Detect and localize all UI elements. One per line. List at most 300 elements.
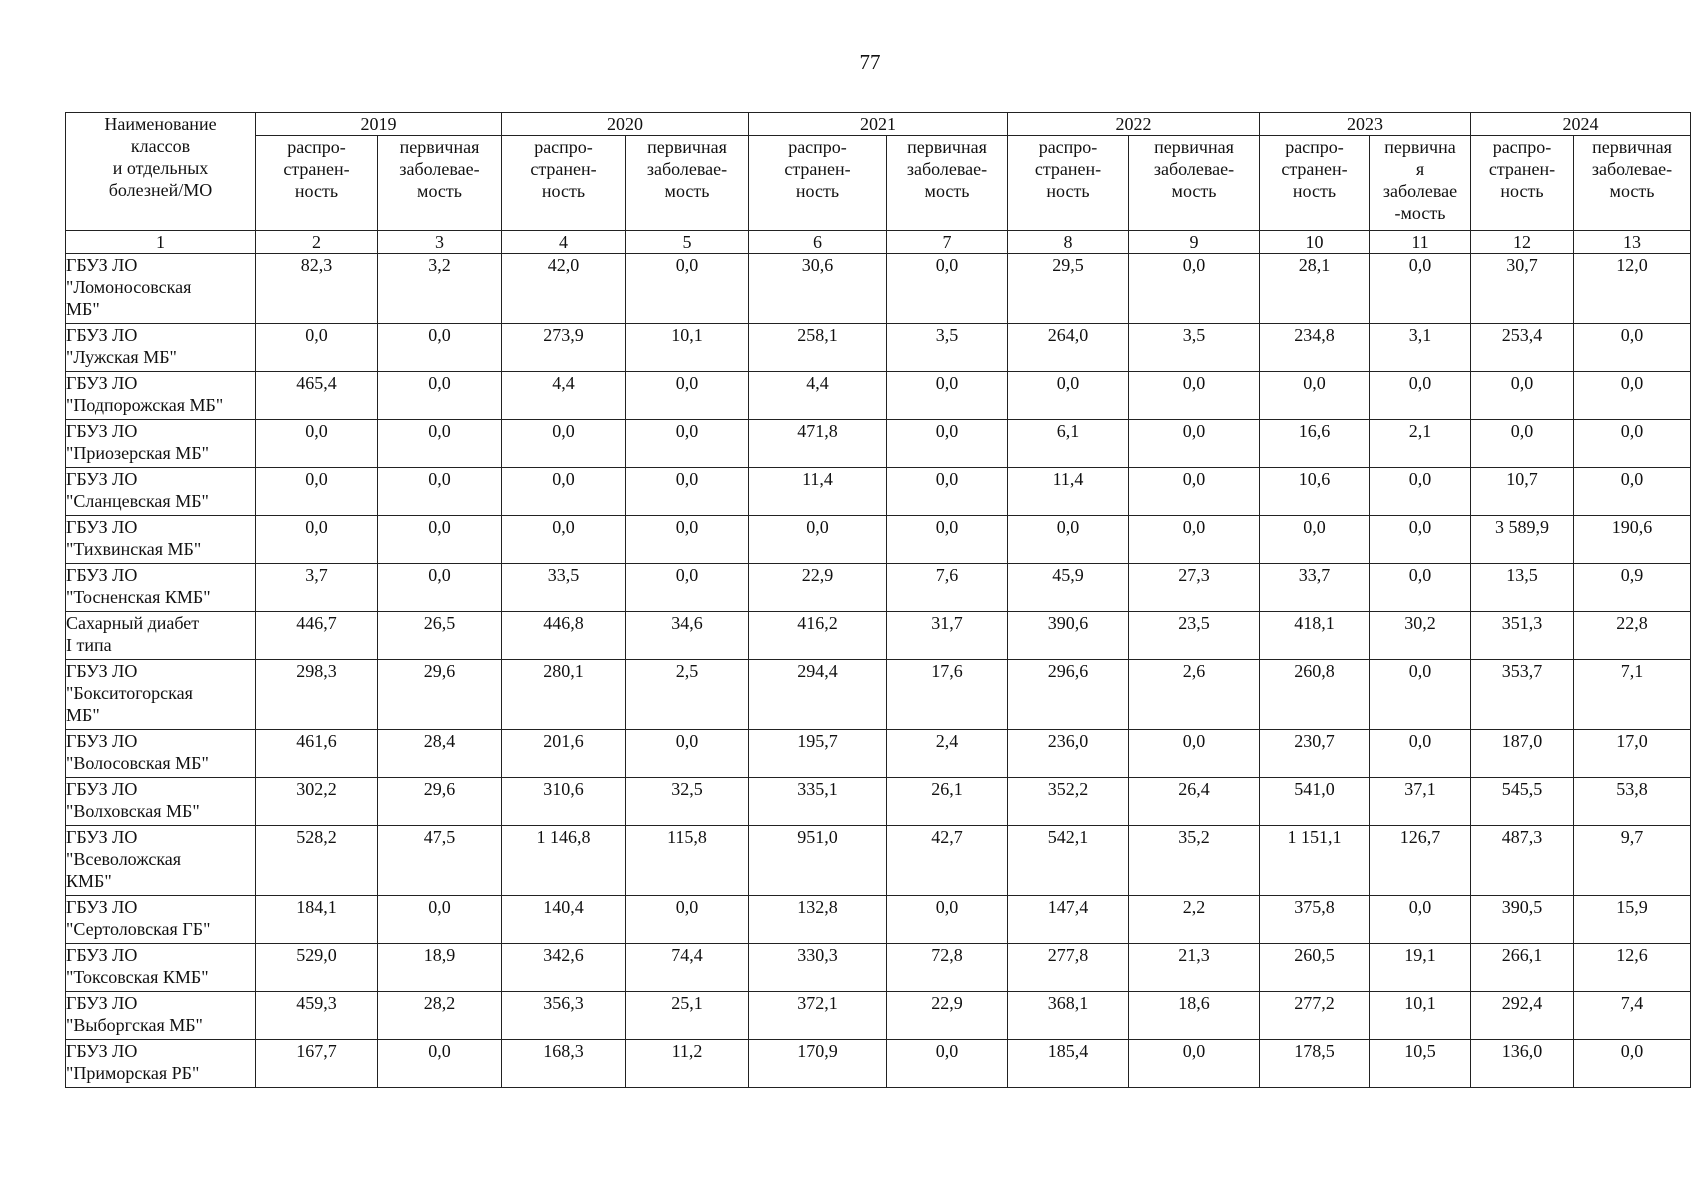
row-name-line: ГБУЗ ЛО (66, 1041, 138, 1061)
value-cell: 292,4 (1471, 992, 1574, 1040)
value-cell: 0,0 (378, 896, 502, 944)
value-cell: 0,0 (626, 254, 749, 324)
column-number: 5 (626, 231, 749, 254)
value-cell: 126,7 (1370, 826, 1471, 896)
value-cell: 0,0 (1471, 420, 1574, 468)
subcolumn-header (1370, 136, 1471, 231)
value-cell: 0,0 (1574, 324, 1691, 372)
value-cell: 11,4 (749, 468, 887, 516)
subcolumn-header-line: мость (1171, 181, 1217, 201)
header-row-years (66, 113, 1691, 136)
value-cell: 487,3 (1471, 826, 1574, 896)
value-cell: 542,1 (1008, 826, 1129, 896)
row-name-cell (66, 992, 256, 1040)
value-cell: 31,7 (887, 612, 1008, 660)
table-row (66, 826, 1691, 896)
row-name-cell (66, 516, 256, 564)
value-cell: 0,0 (502, 468, 626, 516)
subcolumn-header-line: ность (1292, 181, 1337, 201)
subcolumn-header-line: распро- (287, 137, 346, 157)
value-cell: 34,6 (626, 612, 749, 660)
value-cell: 72,8 (887, 944, 1008, 992)
value-cell: 168,3 (502, 1040, 626, 1088)
value-cell: 7,1 (1574, 660, 1691, 730)
value-cell: 28,2 (378, 992, 502, 1040)
value-cell: 471,8 (749, 420, 887, 468)
value-cell: 2,1 (1370, 420, 1471, 468)
table-body (66, 254, 1691, 1088)
value-cell: 45,9 (1008, 564, 1129, 612)
table-row (66, 992, 1691, 1040)
subcolumn-header-line: заболевае- (1153, 159, 1235, 179)
table-row (66, 372, 1691, 420)
row-name-line: "Сертоловская ГБ" (66, 919, 211, 939)
value-cell: 951,0 (749, 826, 887, 896)
value-cell: 10,5 (1370, 1040, 1471, 1088)
table-row (66, 254, 1691, 324)
value-cell: 0,0 (256, 516, 378, 564)
value-cell: 266,1 (1471, 944, 1574, 992)
value-cell: 0,0 (626, 564, 749, 612)
value-cell: 178,5 (1260, 1040, 1370, 1088)
value-cell: 6,1 (1008, 420, 1129, 468)
row-name-line: "Волховская МБ" (66, 801, 200, 821)
row-name-line: "Токсовская КМБ" (66, 967, 209, 987)
value-cell: 3,5 (887, 324, 1008, 372)
subcolumn-header (378, 136, 502, 231)
value-cell: 0,0 (502, 516, 626, 564)
value-cell: 0,0 (1129, 1040, 1260, 1088)
value-cell: 132,8 (749, 896, 887, 944)
value-cell: 0,0 (378, 564, 502, 612)
value-cell: 368,1 (1008, 992, 1129, 1040)
row-name-cell (66, 420, 256, 468)
subcolumn-header-line: первичная (1592, 137, 1672, 157)
subcolumn-header-line: распро- (1038, 137, 1098, 157)
value-cell: 27,3 (1129, 564, 1260, 612)
value-cell: 0,0 (378, 516, 502, 564)
value-cell: 3,7 (256, 564, 378, 612)
column-number: 6 (749, 231, 887, 254)
row-name-line: Сахарный диабет (66, 613, 200, 633)
column-number: 10 (1260, 231, 1370, 254)
value-cell: 12,0 (1574, 254, 1691, 324)
value-cell: 4,4 (502, 372, 626, 420)
row-name-line: "Всеволожская (66, 849, 182, 869)
value-cell: 0,0 (1129, 516, 1260, 564)
value-cell: 260,8 (1260, 660, 1370, 730)
value-cell: 310,6 (502, 778, 626, 826)
column-number-row (66, 231, 1691, 254)
year-header: 2024 (1471, 113, 1691, 136)
year-header: 2023 (1260, 113, 1471, 136)
column-number: 12 (1471, 231, 1574, 254)
value-cell: 330,3 (749, 944, 887, 992)
column-number: 1 (66, 231, 256, 254)
value-cell: 184,1 (256, 896, 378, 944)
value-cell: 33,5 (502, 564, 626, 612)
value-cell: 234,8 (1260, 324, 1370, 372)
value-cell: 25,1 (626, 992, 749, 1040)
value-cell: 0,0 (1574, 372, 1691, 420)
column-number: 7 (887, 231, 1008, 254)
value-cell: 13,5 (1471, 564, 1574, 612)
row-name-line: ГБУЗ ЛО (66, 897, 138, 917)
value-cell: 0,0 (1471, 372, 1574, 420)
table-row (66, 468, 1691, 516)
value-cell: 2,6 (1129, 660, 1260, 730)
value-cell: 3,2 (378, 254, 502, 324)
value-cell: 0,0 (1574, 420, 1691, 468)
year-header: 2022 (1008, 113, 1260, 136)
subcolumn-header-line: заболевае- (399, 159, 480, 179)
value-cell: 47,5 (378, 826, 502, 896)
value-cell: 0,0 (1129, 254, 1260, 324)
value-cell: 302,2 (256, 778, 378, 826)
name-column-header (66, 113, 256, 231)
row-name-line: ГБУЗ ЛО (66, 731, 138, 751)
subcolumn-header-line: странен- (784, 159, 851, 179)
value-cell: 277,2 (1260, 992, 1370, 1040)
value-cell: 298,3 (256, 660, 378, 730)
subcolumn-header-line: первичная (399, 137, 480, 157)
value-cell: 529,0 (256, 944, 378, 992)
table-row (66, 730, 1691, 778)
row-name-line: "Волосовская МБ" (66, 753, 209, 773)
table-row (66, 896, 1691, 944)
value-cell: 9,7 (1574, 826, 1691, 896)
subcolumn-header-line: странен- (1034, 159, 1102, 179)
subcolumn-header (1574, 136, 1691, 231)
value-cell: 0,0 (626, 730, 749, 778)
row-name-line: ГБУЗ ЛО (66, 779, 138, 799)
subcolumn-header (1260, 136, 1370, 231)
value-cell: 0,0 (1370, 896, 1471, 944)
row-name-line: ГБУЗ ЛО (66, 517, 138, 537)
value-cell: 136,0 (1471, 1040, 1574, 1088)
subcolumn-header-line: ность (1500, 181, 1544, 201)
value-cell: 0,0 (887, 896, 1008, 944)
value-cell: 0,0 (378, 468, 502, 516)
value-cell: 0,0 (378, 372, 502, 420)
column-number: 4 (502, 231, 626, 254)
subcolumn-header-line: распро- (1492, 137, 1552, 157)
value-cell: 0,0 (1370, 730, 1471, 778)
statistics-table (65, 112, 1691, 1088)
row-name-line: ГБУЗ ЛО (66, 827, 138, 847)
header-name-line: и отдельных (112, 158, 209, 178)
subcolumn-header-line: я (1415, 159, 1425, 179)
value-cell: 3 589,9 (1471, 516, 1574, 564)
value-cell: 0,0 (1370, 372, 1471, 420)
row-name-line: "Бокситогорская (66, 683, 193, 703)
value-cell: 7,4 (1574, 992, 1691, 1040)
header-name-line: Наименование (104, 114, 217, 134)
value-cell: 0,0 (626, 516, 749, 564)
value-cell: 0,0 (749, 516, 887, 564)
value-cell: 375,8 (1260, 896, 1370, 944)
row-name-cell (66, 826, 256, 896)
row-name-line: ГБУЗ ЛО (66, 945, 138, 965)
value-cell: 0,0 (626, 468, 749, 516)
value-cell: 0,0 (256, 468, 378, 516)
value-cell: 0,0 (1129, 730, 1260, 778)
subcolumn-header-line: первичная (1154, 137, 1234, 157)
row-name-cell (66, 324, 256, 372)
value-cell: 29,6 (378, 778, 502, 826)
subcolumn-header-line: распро- (1285, 137, 1344, 157)
value-cell: 195,7 (749, 730, 887, 778)
row-name-line: ГБУЗ ЛО (66, 993, 138, 1013)
column-number: 9 (1129, 231, 1260, 254)
value-cell: 0,0 (887, 468, 1008, 516)
subcolumn-header-line: странен- (1281, 159, 1348, 179)
table-row (66, 324, 1691, 372)
value-cell: 294,4 (749, 660, 887, 730)
row-name-cell (66, 730, 256, 778)
value-cell: 170,9 (749, 1040, 887, 1088)
row-name-line: ГБУЗ ЛО (66, 565, 138, 585)
value-cell: 260,5 (1260, 944, 1370, 992)
year-header: 2019 (256, 113, 502, 136)
value-cell: 264,0 (1008, 324, 1129, 372)
subcolumn-header-line: странен- (530, 159, 597, 179)
subcolumn-header-line: первичная (647, 137, 727, 157)
value-cell: 0,0 (887, 254, 1008, 324)
value-cell: 0,0 (1370, 468, 1471, 516)
value-cell: 28,4 (378, 730, 502, 778)
value-cell: 15,9 (1574, 896, 1691, 944)
subcolumn-header-line: распро- (788, 137, 847, 157)
value-cell: 0,0 (256, 420, 378, 468)
row-name-line: "Тосненская КМБ" (66, 587, 211, 607)
value-cell: 335,1 (749, 778, 887, 826)
table-row (66, 944, 1691, 992)
row-name-line: "Приозерская МБ" (66, 443, 209, 463)
table-row (66, 420, 1691, 468)
subcolumn-header (626, 136, 749, 231)
row-name-cell (66, 468, 256, 516)
value-cell: 0,0 (1574, 1040, 1691, 1088)
header-row-subcolumns (66, 136, 1691, 231)
value-cell: 342,6 (502, 944, 626, 992)
header-name-line: классов (130, 136, 191, 156)
value-cell: 30,6 (749, 254, 887, 324)
value-cell: 0,0 (1008, 372, 1129, 420)
value-cell: 1 151,1 (1260, 826, 1370, 896)
value-cell: 372,1 (749, 992, 887, 1040)
value-cell: 0,0 (626, 372, 749, 420)
subcolumn-header (1471, 136, 1574, 231)
value-cell: 0,0 (887, 1040, 1008, 1088)
value-cell: 35,2 (1129, 826, 1260, 896)
value-cell: 29,5 (1008, 254, 1129, 324)
column-number: 8 (1008, 231, 1129, 254)
value-cell: 7,6 (887, 564, 1008, 612)
table-row (66, 564, 1691, 612)
row-name-line: МБ" (66, 299, 100, 319)
value-cell: 28,1 (1260, 254, 1370, 324)
value-cell: 11,4 (1008, 468, 1129, 516)
value-cell: 29,6 (378, 660, 502, 730)
subcolumn-header-line: ность (294, 181, 339, 201)
value-cell: 258,1 (749, 324, 887, 372)
value-cell: 4,4 (749, 372, 887, 420)
value-cell: 190,6 (1574, 516, 1691, 564)
value-cell: 140,4 (502, 896, 626, 944)
value-cell: 236,0 (1008, 730, 1129, 778)
value-cell: 33,7 (1260, 564, 1370, 612)
table-row (66, 778, 1691, 826)
value-cell: 352,2 (1008, 778, 1129, 826)
value-cell: 0,0 (1370, 254, 1471, 324)
subcolumn-header-line: заболевае- (1591, 159, 1673, 179)
subcolumn-header-line: заболевае (1382, 181, 1458, 201)
value-cell: 42,0 (502, 254, 626, 324)
value-cell: 16,6 (1260, 420, 1370, 468)
row-name-cell (66, 1040, 256, 1088)
value-cell: 528,2 (256, 826, 378, 896)
value-cell: 351,3 (1471, 612, 1574, 660)
row-name-line: "Ломоносовская (66, 277, 192, 297)
value-cell: 2,4 (887, 730, 1008, 778)
value-cell: 0,0 (1574, 468, 1691, 516)
row-name-line: "Выборгская МБ" (66, 1015, 203, 1035)
subcolumn-header-line: мость (417, 181, 462, 201)
value-cell: 459,3 (256, 992, 378, 1040)
row-name-cell (66, 254, 256, 324)
value-cell: 30,2 (1370, 612, 1471, 660)
value-cell: 416,2 (749, 612, 887, 660)
row-name-cell (66, 564, 256, 612)
table-header (66, 113, 1691, 254)
subcolumn-header-line: заболевае- (906, 159, 988, 179)
value-cell: 26,5 (378, 612, 502, 660)
value-cell: 37,1 (1370, 778, 1471, 826)
row-name-line: ГБУЗ ЛО (66, 325, 138, 345)
value-cell: 390,5 (1471, 896, 1574, 944)
value-cell: 0,0 (887, 372, 1008, 420)
value-cell: 0,0 (1129, 468, 1260, 516)
row-name-line: "Приморская РБ" (66, 1063, 200, 1083)
subcolumn-header-line: мость (924, 181, 970, 201)
value-cell: 32,5 (626, 778, 749, 826)
row-name-cell (66, 372, 256, 420)
value-cell: 418,1 (1260, 612, 1370, 660)
subcolumn-header-line: распро- (534, 137, 593, 157)
subcolumn-header (1129, 136, 1260, 231)
value-cell: 296,6 (1008, 660, 1129, 730)
subcolumn-header (1008, 136, 1129, 231)
value-cell: 201,6 (502, 730, 626, 778)
row-name-line: "Лужская МБ" (66, 347, 177, 367)
row-name-line: "Сланцевская МБ" (66, 491, 209, 511)
subcolumn-header (749, 136, 887, 231)
year-header: 2021 (749, 113, 1008, 136)
value-cell: 0,0 (1260, 516, 1370, 564)
row-name-cell (66, 660, 256, 730)
value-cell: 18,6 (1129, 992, 1260, 1040)
value-cell: 0,0 (1370, 516, 1471, 564)
row-name-line: ГБУЗ ЛО (66, 421, 138, 441)
value-cell: 0,0 (256, 324, 378, 372)
value-cell: 22,8 (1574, 612, 1691, 660)
row-name-cell (66, 896, 256, 944)
value-cell: 18,9 (378, 944, 502, 992)
value-cell: 19,1 (1370, 944, 1471, 992)
value-cell: 273,9 (502, 324, 626, 372)
subcolumn-header-line: мость (664, 181, 710, 201)
value-cell: 22,9 (749, 564, 887, 612)
value-cell: 10,7 (1471, 468, 1574, 516)
row-name-line: ГБУЗ ЛО (66, 469, 138, 489)
row-name-line: ГБУЗ ЛО (66, 373, 138, 393)
value-cell: 0,0 (502, 420, 626, 468)
header-name-line: болезней/МО (108, 180, 213, 200)
row-name-cell (66, 944, 256, 992)
value-cell: 0,0 (378, 1040, 502, 1088)
subcolumn-header-line: -мость (1394, 203, 1446, 223)
value-cell: 253,4 (1471, 324, 1574, 372)
row-name-line: I типа (66, 635, 112, 655)
row-name-line: МБ" (66, 705, 100, 725)
value-cell: 0,0 (887, 420, 1008, 468)
value-cell: 461,6 (256, 730, 378, 778)
value-cell: 3,5 (1129, 324, 1260, 372)
value-cell: 26,1 (887, 778, 1008, 826)
value-cell: 26,4 (1129, 778, 1260, 826)
value-cell: 12,6 (1574, 944, 1691, 992)
value-cell: 0,0 (887, 516, 1008, 564)
value-cell: 11,2 (626, 1040, 749, 1088)
value-cell: 353,7 (1471, 660, 1574, 730)
value-cell: 541,0 (1260, 778, 1370, 826)
subcolumn-header-line: мость (1609, 181, 1655, 201)
value-cell: 21,3 (1129, 944, 1260, 992)
row-name-line: "Тихвинская МБ" (66, 539, 202, 559)
value-cell: 115,8 (626, 826, 749, 896)
column-number: 3 (378, 231, 502, 254)
row-name-line: "Подпорожская МБ" (66, 395, 224, 415)
subcolumn-header-line: первична (1384, 137, 1456, 157)
value-cell: 446,7 (256, 612, 378, 660)
value-cell: 187,0 (1471, 730, 1574, 778)
row-name-line: ГБУЗ ЛО (66, 255, 138, 275)
value-cell: 390,6 (1008, 612, 1129, 660)
value-cell: 10,1 (626, 324, 749, 372)
value-cell: 17,6 (887, 660, 1008, 730)
row-name-cell (66, 778, 256, 826)
value-cell: 0,0 (1260, 372, 1370, 420)
value-cell: 0,0 (626, 896, 749, 944)
value-cell: 17,0 (1574, 730, 1691, 778)
value-cell: 185,4 (1008, 1040, 1129, 1088)
value-cell: 23,5 (1129, 612, 1260, 660)
value-cell: 0,0 (378, 324, 502, 372)
value-cell: 280,1 (502, 660, 626, 730)
subcolumn-header (502, 136, 626, 231)
value-cell: 0,0 (1370, 564, 1471, 612)
value-cell: 0,0 (1370, 660, 1471, 730)
value-cell: 0,0 (1129, 372, 1260, 420)
subcolumn-header-line: первичная (907, 137, 987, 157)
value-cell: 82,3 (256, 254, 378, 324)
value-cell: 167,7 (256, 1040, 378, 1088)
value-cell: 0,0 (626, 420, 749, 468)
value-cell: 147,4 (1008, 896, 1129, 944)
value-cell: 2,5 (626, 660, 749, 730)
value-cell: 10,1 (1370, 992, 1471, 1040)
